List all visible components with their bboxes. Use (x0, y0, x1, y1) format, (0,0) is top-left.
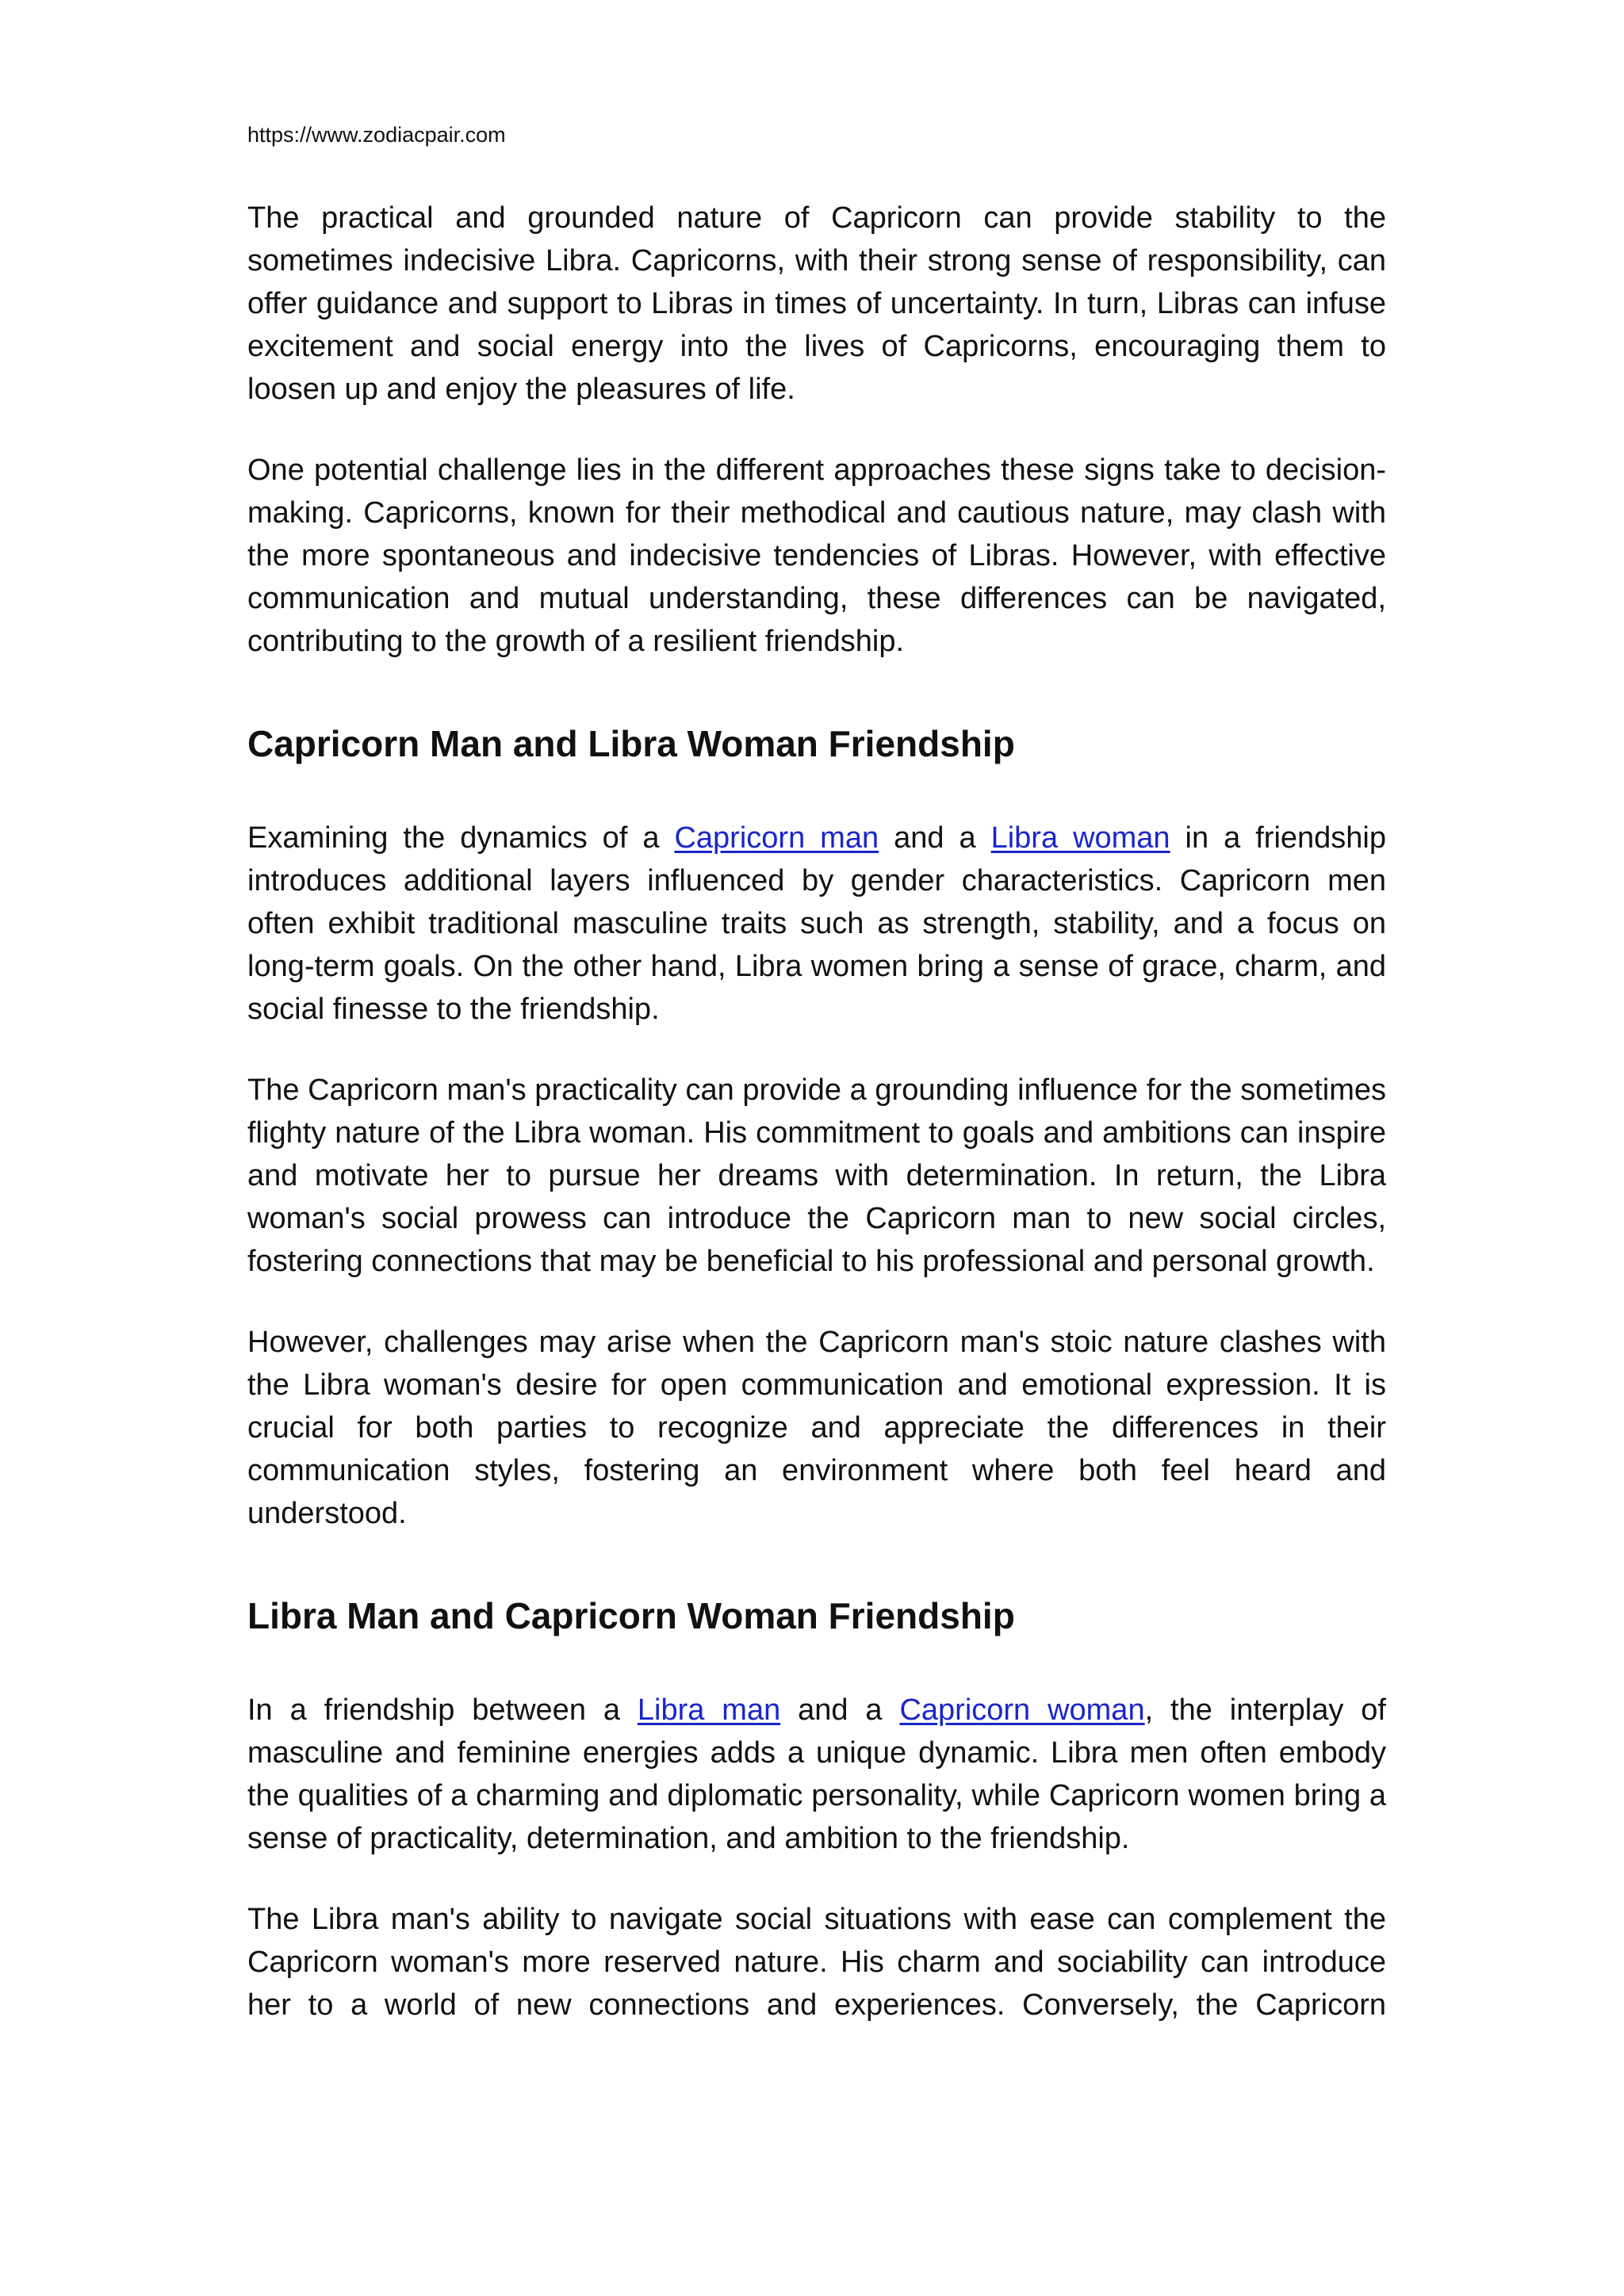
section1-paragraph-2: The Capricorn man's practicality can provide a grounding influence for the sometimes flighty nature of the Libra woman. His commitment to goals and ambitions can inspire and motivate her to pursue her dreams with determination. In return, the Libra woman's social prowess can introduce the Capricorn man to new social circles, fostering connections that may be beneficial to his professional and personal growth. (247, 1073, 1386, 1278)
capricorn-woman-link[interactable]: Capricorn woman (899, 1693, 1145, 1727)
section2-paragraph-1 (247, 1689, 1386, 1860)
text-span: , the interplay of masculine and feminine energies adds a unique dynamic. Libra men often embody the qualities of a charming and diplomatic personality, while Capricorn women bring a sense of practicality, determination, and ambition to the friendship. (247, 1693, 1386, 1855)
text-span: in a friendship introduces additional layers influenced by gender characteristics. Capricorn men often exhibit traditional masculine traits such as strength, stability, and a focus on long-term goals. On the other hand, Libra women bring a sense of grace, charm, and social finesse to the friendship. (247, 821, 1386, 1026)
section-heading-capricorn-man-libra-woman: Capricorn Man and Libra Woman Friendship (247, 723, 1015, 764)
capricorn-man-link[interactable]: Capricorn man (674, 821, 879, 855)
libra-woman-link[interactable]: Libra woman (990, 821, 1170, 855)
intro-paragraph-2: One potential challenge lies in the different approaches these signs take to decision-making. Capricorns, known for their methodical and cautious nature, may clash with the more spontaneous and indecisive tendencies of Libras. However, with effective communication and mutual understanding, these differences can be navigated, contributing to the growth of a resilient friendship. (247, 453, 1386, 658)
text-span: and a (879, 821, 991, 855)
text-span: Examining the dynamics of a (247, 821, 675, 855)
text-span: In a friendship between a (247, 1693, 638, 1727)
section1-paragraph-3: However, challenges may arise when the Capricorn man's stoic nature clashes with the Libra woman's desire for open communication and emotional expression. It is crucial for both parties to recognize and appreciate the differences in their communication styles, fostering an environment where both feel heard and understood. (247, 1326, 1386, 1530)
text-span: and a (780, 1693, 900, 1727)
section1-paragraph-1 (247, 817, 1386, 1031)
section-heading-libra-man-capricorn-woman: Libra Man and Capricorn Woman Friendship (247, 1595, 1015, 1636)
section2-paragraph-2: The Libra man's ability to navigate social situations with ease can complement the Capricorn woman's more reserved nature. His charm and sociability can introduce her to a world of new connections and experiences. Conversely, the Capricorn (247, 1903, 1386, 2022)
header-url: https://www.zodiacpair.com (247, 123, 506, 147)
libra-man-link[interactable]: Libra man (637, 1693, 781, 1727)
intro-paragraph-1: The practical and grounded nature of Capricorn can provide stability to the sometimes indecisive Libra. Capricorns, with their strong sense of responsibility, can offer guidance and support to Libras in times of uncertainty. In turn, Libras can infuse excitement and social energy into the lives of Capricorns, encouraging them to loosen up and enjoy the pleasures of life. (247, 201, 1386, 406)
article-body (247, 197, 1386, 2064)
